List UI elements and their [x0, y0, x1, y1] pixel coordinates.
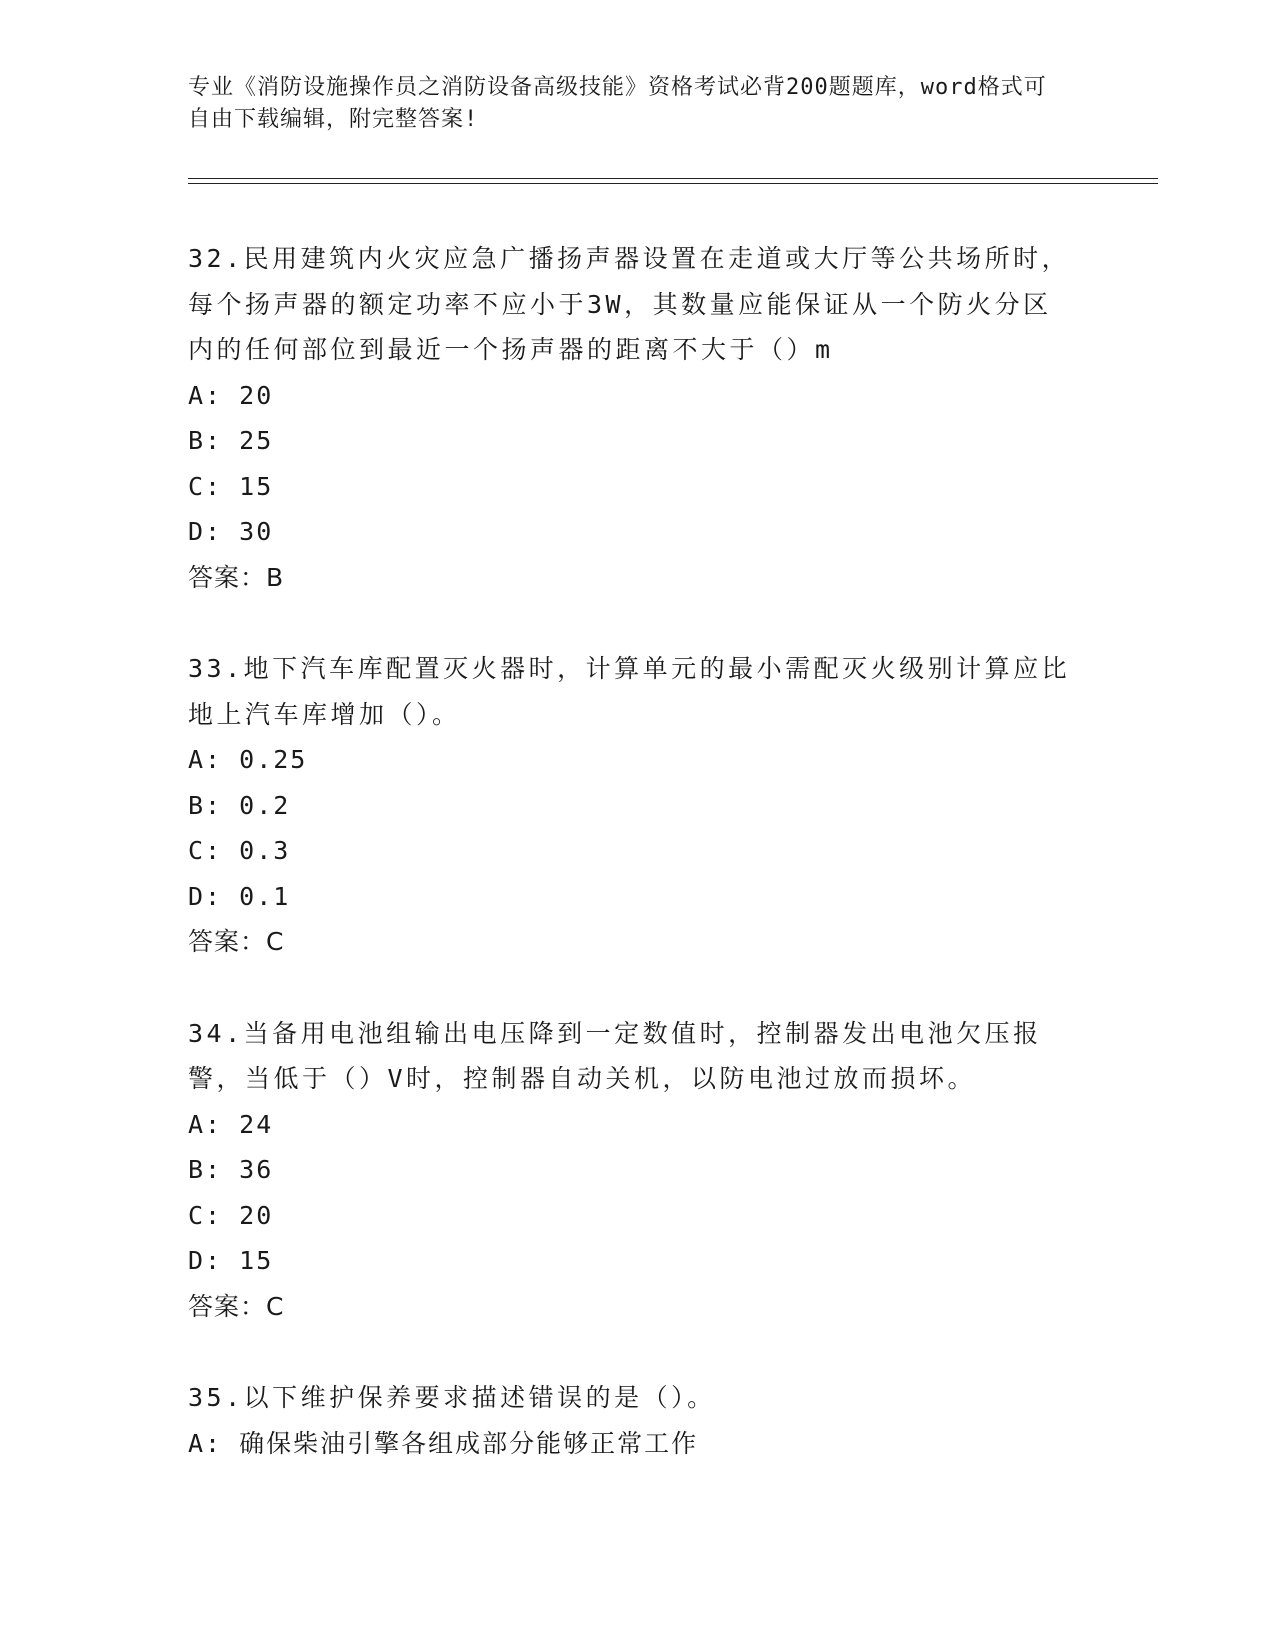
question-stem: 35.以下维护保养要求描述错误的是（）。 — [188, 1383, 716, 1412]
question-32 — [188, 236, 1078, 600]
option-c: C: 15 — [188, 471, 274, 501]
question-stem: 32.民用建筑内火灾应急广播扬声器设置在走道或大厅等公共场所时，每个扬声器的额定功率不应小于3W，其数量应能保证从一个防火分区内的任何部位到最近一个扬声器的距离不大于（）m — [188, 244, 1071, 364]
answer: 答案：C — [188, 927, 285, 956]
option-a: A: 20 — [188, 380, 274, 410]
question-35 — [188, 1375, 1078, 1466]
header-divider-bottom — [188, 183, 1158, 184]
option-d: D: 15 — [188, 1246, 274, 1275]
option-a: A: 确保柴油引擎各组成部分能够正常工作 — [188, 1428, 699, 1458]
document-header: 专业《消防设施操作员之消防设备高级技能》资格考试必背200题题库，word格式可自由下载编辑，附完整答案! — [188, 75, 1047, 132]
question-stem: 33.地下汽车库配置灭火器时，计算单元的最小需配灭火级别计算应比地上汽车库增加（）。 — [188, 654, 1071, 729]
answer: 答案：B — [188, 562, 285, 592]
header-divider-top — [188, 178, 1158, 179]
question-33 — [188, 646, 1078, 965]
option-c: C: 0.3 — [188, 836, 291, 865]
option-d: D: 0.1 — [188, 881, 291, 911]
option-b: B: 0.2 — [188, 790, 291, 820]
option-b: B: 36 — [188, 1155, 274, 1184]
question-stem: 34.当备用电池组输出电压降到一定数值时，控制器发出电池欠压报警，当低于（）V时，控制器自动关机，以防电池过放而损坏。 — [188, 1018, 1042, 1093]
option-b: B: 25 — [188, 426, 274, 455]
question-34 — [188, 1011, 1078, 1330]
option-a: A: 0.25 — [188, 745, 308, 774]
question-list — [188, 236, 1078, 1512]
option-c: C: 20 — [188, 1200, 274, 1230]
option-a: A: 24 — [188, 1109, 274, 1139]
answer: 答案：C — [188, 1291, 285, 1321]
option-d: D: 30 — [188, 517, 274, 546]
